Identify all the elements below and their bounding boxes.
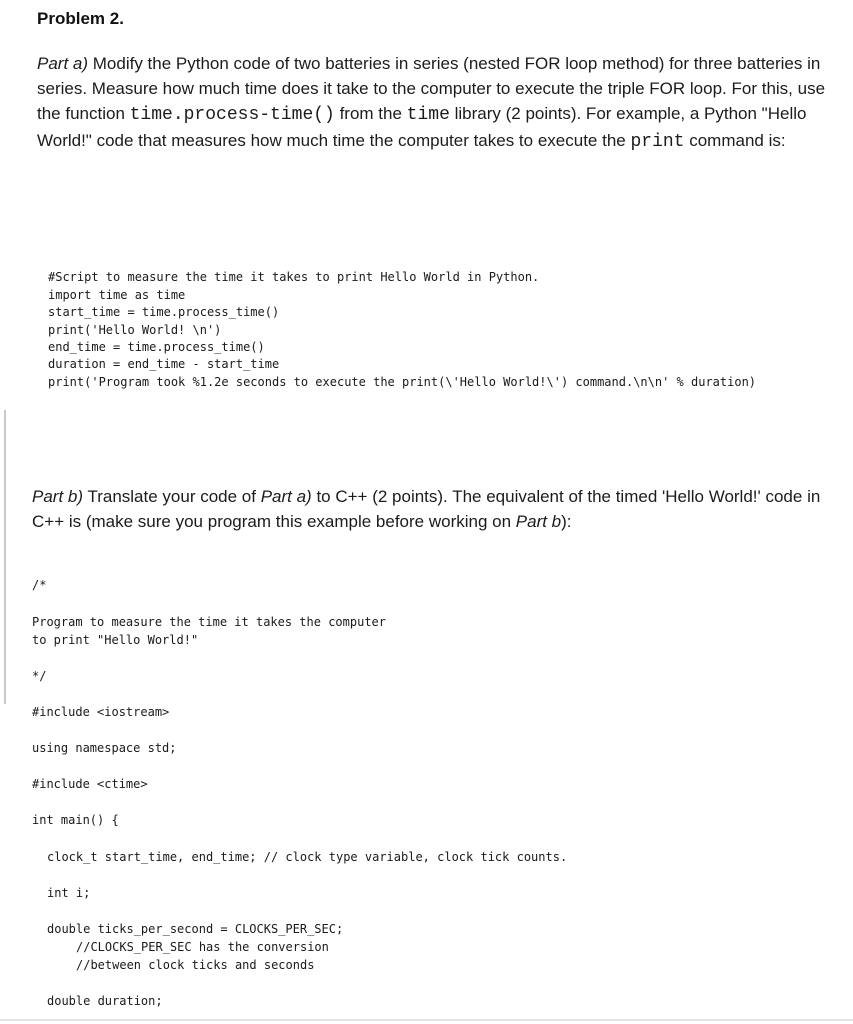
- python-code-line: print('Program took %1.2e seconds to execute the print(\'Hello World!\') command.\n\n' % duration): [48, 375, 757, 389]
- python-code-line: print('Hello World! \n'): [48, 323, 222, 337]
- part-b-ref-part-a: Part a): [260, 487, 312, 506]
- part-a-label: Part a): [37, 54, 89, 73]
- cpp-ticks-declaration: double ticks_per_second = CLOCKS_PER_SEC;: [47, 922, 344, 936]
- problem-title: Problem 2.: [37, 9, 124, 28]
- cpp-using-namespace: using namespace std;: [32, 741, 177, 755]
- part-a-text-4: command is:: [684, 131, 786, 150]
- cpp-main-declaration: int main() {: [32, 813, 119, 827]
- cpp-include-ctime: #include <ctime>: [32, 777, 148, 791]
- python-code-line: end_time = time.process_time(): [48, 340, 265, 354]
- python-code-line: duration = end_time - start_time: [48, 357, 280, 371]
- cpp-comment-open: /*: [32, 578, 47, 592]
- part-b-paragraph: [32, 484, 832, 534]
- inline-code-print: print: [630, 132, 685, 152]
- inline-code-process-time: time.process-time(): [129, 105, 335, 125]
- bottom-divider: [0, 1019, 853, 1021]
- python-code-line: #Script to measure the time it takes to print Hello World in Python.: [48, 270, 540, 284]
- cpp-comment-line: Program to measure the time it takes the computer: [32, 615, 387, 629]
- part-a-text-1: Modify the Python code of two batteries in series (nested FOR loop method) for three batteries in series. Measure how much time does it take to the computer to execute the triple FOR loop. For this, use the function: [37, 54, 826, 123]
- part-b-label: Part b): [32, 487, 84, 506]
- part-b-text-1: Translate your code of: [83, 487, 261, 506]
- cpp-comment-close: */: [32, 669, 47, 683]
- part-a-text-3: library (2 points). For example, a Python "Hello World!" code that measures how much time the computer takes to execute the: [37, 104, 807, 150]
- cpp-int-declaration: int i;: [47, 886, 91, 900]
- cpp-clock-declaration: clock_t start_time, end_time; // clock type variable, clock tick counts.: [47, 850, 568, 864]
- python-code-line: import time as time: [48, 288, 186, 302]
- inline-code-time: time: [406, 105, 450, 125]
- part-b-text-3: ):: [561, 512, 572, 531]
- cpp-duration-declaration: double duration;: [47, 994, 163, 1008]
- cpp-ticks-comment: //CLOCKS_PER_SEC has the conversion: [76, 940, 329, 954]
- part-b-ref-part-b: Part b: [515, 512, 562, 531]
- part-a-text-2: from the: [334, 104, 407, 123]
- cpp-comment-line: to print "Hello World!": [32, 633, 199, 647]
- left-margin-bar: [4, 410, 6, 704]
- python-code-line: start_time = time.process_time(): [48, 305, 280, 319]
- cpp-ticks-comment: //between clock ticks and seconds: [76, 958, 315, 972]
- part-a-paragraph: [37, 51, 837, 155]
- cpp-include-iostream: #include <iostream>: [32, 705, 170, 719]
- part-b-text-2: to C++ (2 points). The equivalent of the timed 'Hello World!' code in C++ is (make sure you program this example before working on: [32, 487, 821, 531]
